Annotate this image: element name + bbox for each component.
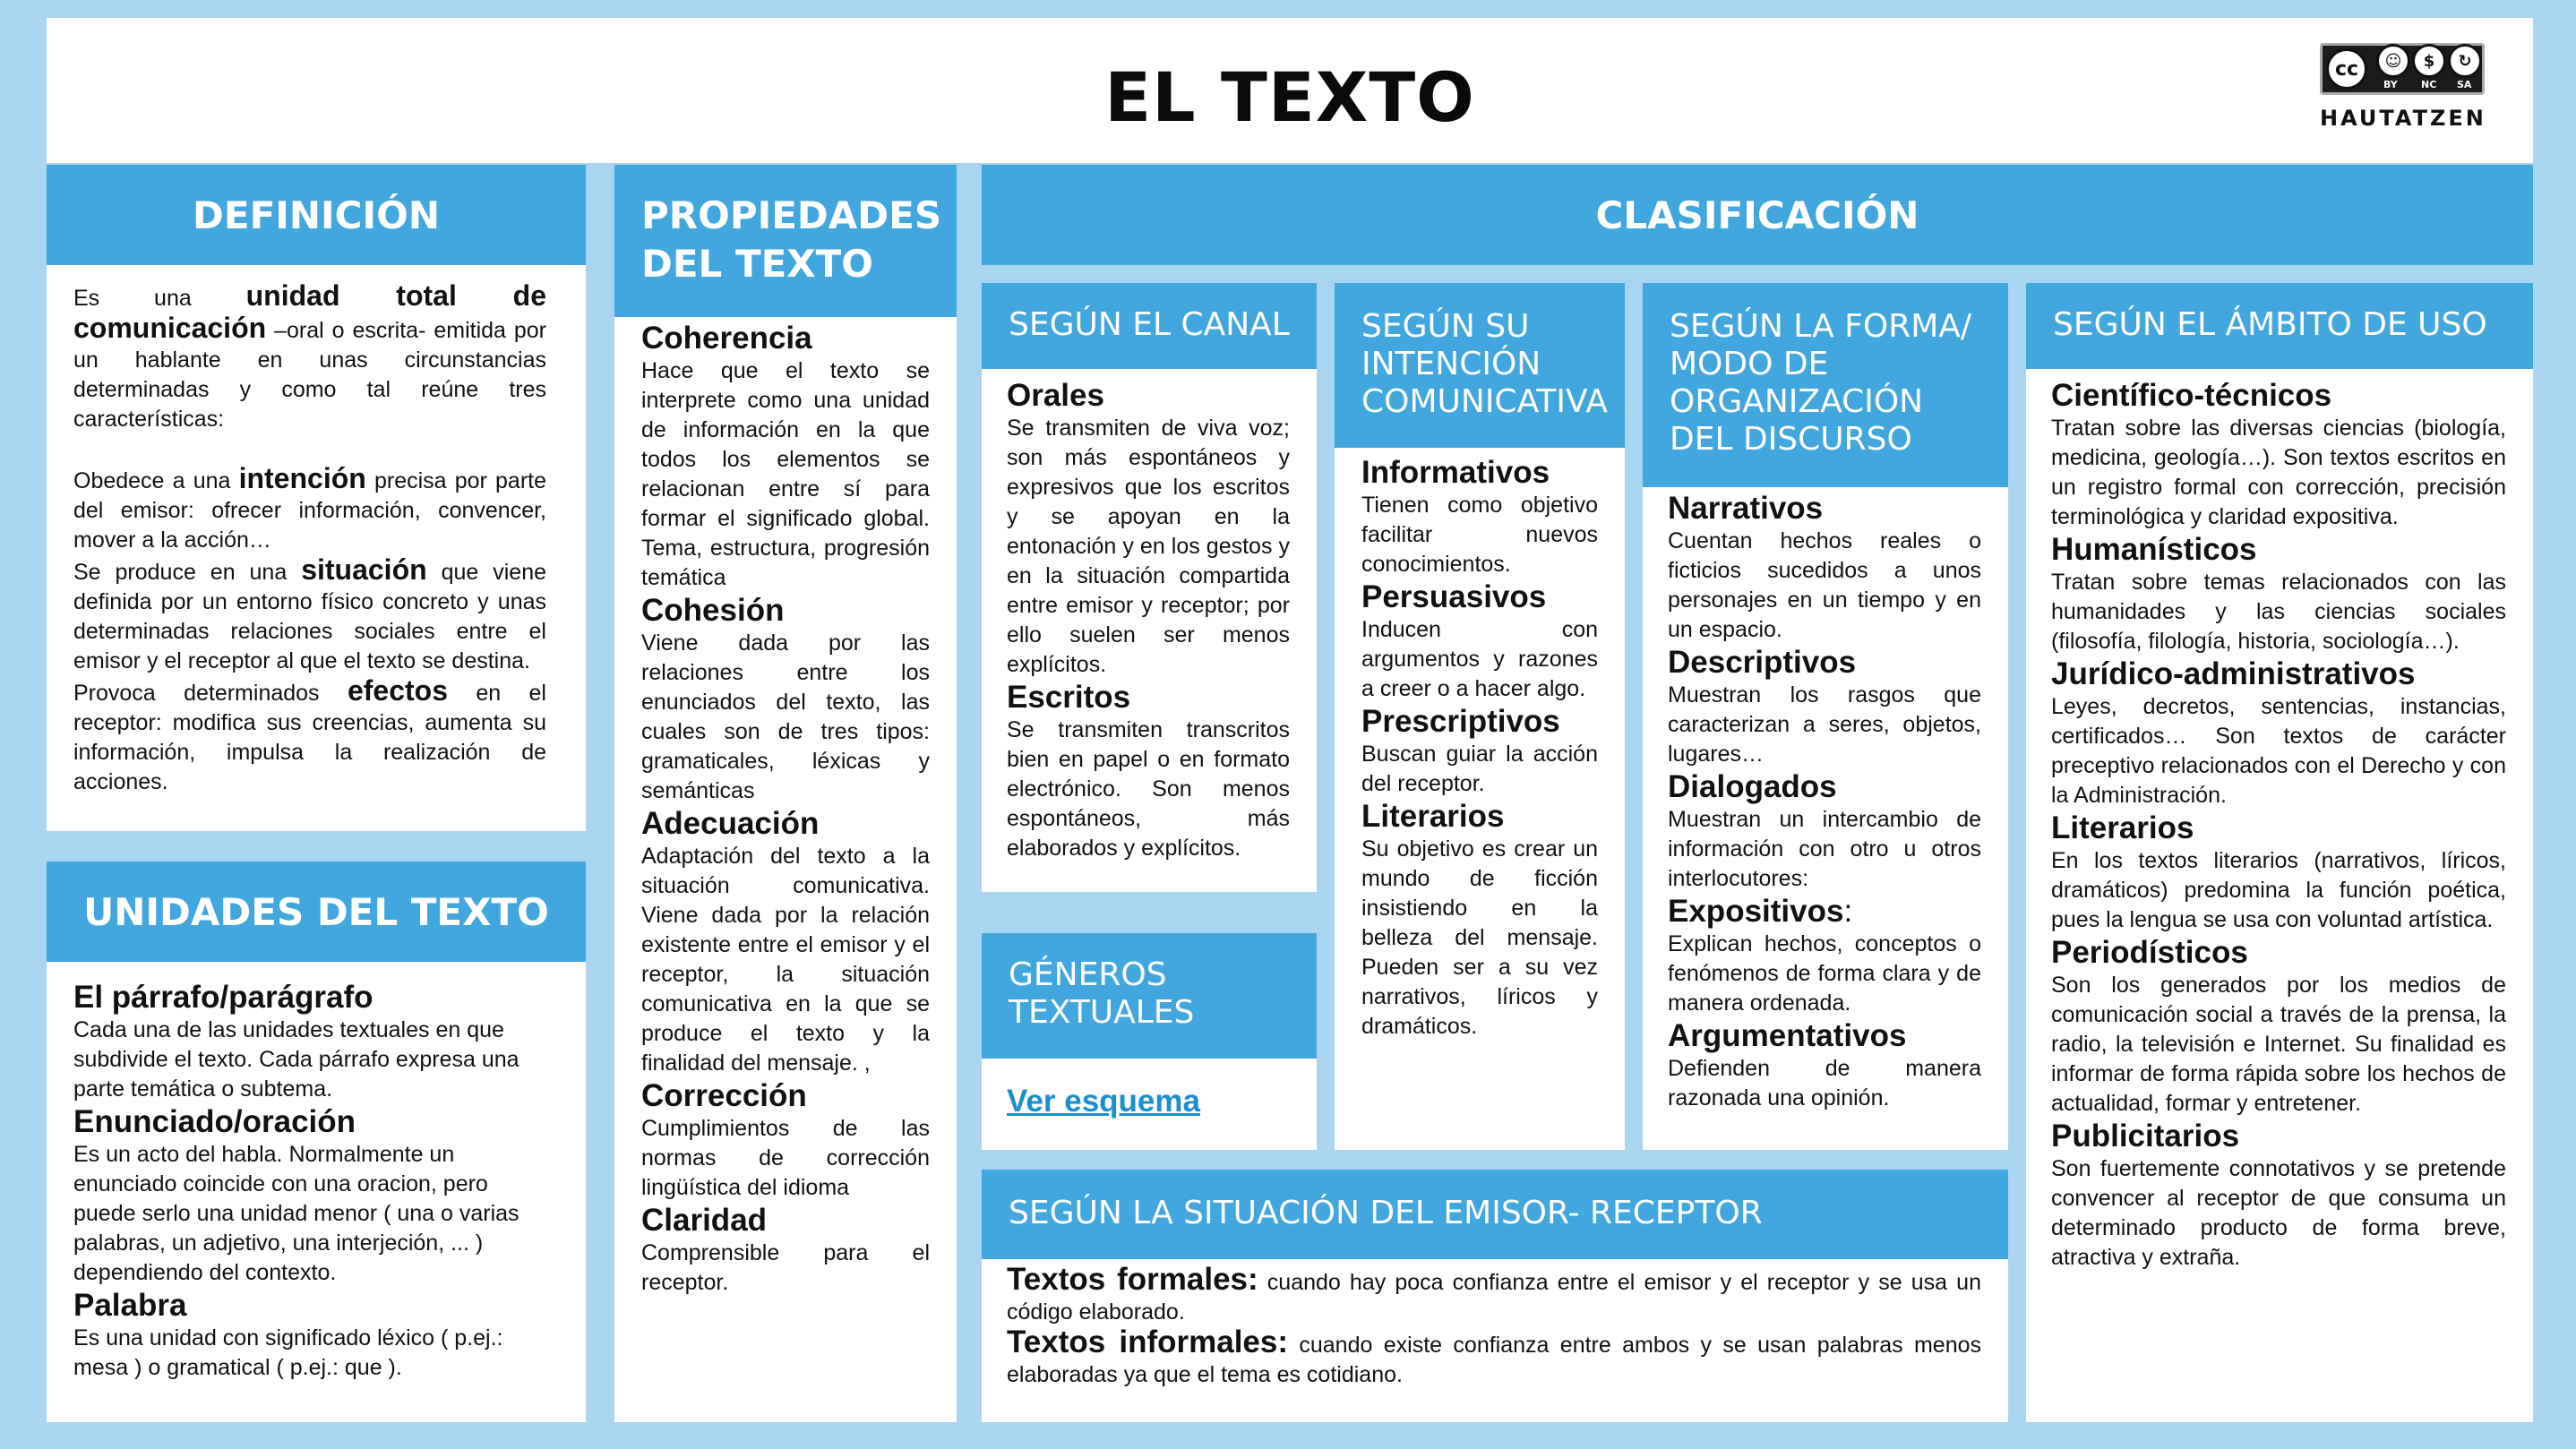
unidad-desc: Es una unidad con significado léxico ( p.ej.: mesa ) o gramatical ( p.ej.: que ).	[73, 1325, 503, 1380]
by-icon: ☺	[2376, 44, 2410, 78]
propiedad-term: Corrección	[641, 1078, 807, 1113]
forma-header: SEGÚN LA FORMA/ MODO DE ORGANIZACIÓN DEL DISCURSO	[1643, 283, 2008, 487]
forma-desc: Defienden de manera razonada una opinión.	[1668, 1056, 1981, 1110]
definicion-p3: Se produce en una situación que viene definida por un entorno físico concreto y unas determinadas relaciones sociales entre el emisor y el receptor al que el texto se destina.	[73, 553, 546, 673]
propiedad-desc: Viene dada por las relaciones entre los enunciados del texto, las cuales son de tres tipos: gramaticales, léxicas y semánticas	[641, 630, 930, 803]
situacion-formal: Textos formales: cuando hay poca confianza entre el emisor y el receptor y se usa un código elaborado.	[1007, 1262, 1981, 1325]
canal-body	[982, 369, 1317, 892]
title-banner	[47, 18, 2533, 163]
ambito-term: Publicitarios	[2051, 1119, 2240, 1153]
propiedad-desc: Comprensible para el receptor.	[641, 1240, 930, 1295]
forma-term: Dialogados	[1668, 769, 1837, 804]
intencion-desc: Tienen como objetivo facilitar nuevos conocimientos.	[1361, 493, 1598, 577]
clasificacion-header: CLASIFICACIÓN	[982, 165, 2533, 265]
canal-term: Orales	[1007, 378, 1104, 413]
definicion-header: DEFINICIÓN	[47, 165, 586, 265]
unidades-body	[47, 962, 586, 1422]
unidad-term: El párrafo/parágrafo	[73, 980, 374, 1015]
nc-icon: $	[2412, 44, 2446, 78]
intencion-desc: Su objetivo es crear un mundo de ficción insistiendo en la belleza del mensaje. Pueden ser a su vez narrativos, líricos y dramáticos.	[1361, 836, 1598, 1039]
ambito-desc: Tratan sobre temas relacionados con las humanidades y las ciencias sociales (filosofía, filología, historia, sociología…).	[2051, 570, 2506, 654]
ambito-desc: En los textos literarios (narrativos, líricos, dramáticos) predomina la función poética, pues la lengua se usa con voluntad artística.	[2051, 848, 2506, 932]
forma-body	[1643, 487, 2008, 1150]
ambito-header: SEGÚN EL ÁMBITO DE USO	[2026, 283, 2533, 369]
ambito-term: Jurídico-administrativos	[2051, 656, 2416, 691]
ambito-term: Literarios	[2051, 810, 2194, 845]
unidad-desc: Es un acto del habla. Normalmente un enunciado coincide con una oracion, pero puede serlo una unidad menor ( una o varias palabras, un adjetivo, una interjeción, ... ) dependiendo del contexto.	[73, 1142, 519, 1285]
intencion-header: SEGÚN SU INTENCIÓN COMUNICATIVA	[1335, 283, 1625, 448]
intencion-term: Informativos	[1361, 455, 1550, 490]
situacion-body	[982, 1259, 2008, 1422]
cc-tag-by: BY	[2383, 79, 2398, 90]
forma-desc: Muestran un intercambio de información con otro u otros interlocutores:	[1668, 807, 1981, 891]
cc-tag-nc: NC	[2421, 79, 2437, 90]
ambito-desc: Leyes, decretos, sentencias, instancias, certificados… Son textos de carácter preceptivo relacionados con el Derecho y con la Administración.	[2051, 694, 2506, 808]
canal-desc: Se transmiten de viva voz; son más espontáneos y expresivos que los escritos y se apoyan en la entonación y en los gestos y en la situación compartida entre emisor y receptor; por ello suelen ser menos explícitos.	[1007, 416, 1290, 677]
definicion-p1: Es una unidad total de comunicación –oral o escrita- emitida por un hablante en unas circunstancias determinadas y como tal reúne tres características:	[73, 279, 547, 432]
propiedades-header: PROPIEDADES DEL TEXTO	[614, 165, 957, 317]
ambito-body	[2026, 369, 2533, 1422]
propiedad-term: Claridad	[641, 1203, 768, 1238]
situacion-informal: Textos informales: cuando existe confianza entre ambos y se usan palabras menos elaboradas ya que el tema es cotidiano.	[1007, 1325, 1982, 1387]
forma-term: Argumentativos	[1668, 1018, 1907, 1053]
ambito-desc: Son fuertemente connotativos y se pretende convencer al receptor de que consuma un determinado producto de forma breve, atractiva y extraña.	[2051, 1156, 2506, 1270]
forma-term: Expositivos:	[1668, 894, 1853, 929]
ambito-term: Humanísticos	[2051, 532, 2257, 567]
propiedades-body	[614, 317, 957, 1422]
sa-icon: ↻	[2448, 44, 2482, 78]
intencion-desc: Inducen con argumentos y razones a creer o a hacer algo.	[1361, 617, 1598, 701]
propiedad-term: Adecuación	[641, 806, 820, 841]
forma-desc: Explican hechos, conceptos o fenómenos de forma clara y de manera ordenada.	[1668, 931, 1981, 1016]
intencion-body	[1335, 448, 1625, 1150]
cc-license-badge	[2320, 43, 2485, 95]
cc-tag-sa: SA	[2457, 79, 2472, 90]
intencion-desc: Buscan guiar la acción del receptor.	[1361, 742, 1598, 796]
unidad-term: Enunciado/oración	[73, 1104, 356, 1139]
forma-term: Narrativos	[1668, 491, 1824, 526]
propiedad-term: Coherencia	[641, 321, 812, 356]
unidades-header: UNIDADES DEL TEXTO	[47, 862, 586, 962]
definicion-p4: Provoca determinados efectos en el receptor: modifica sus creencias, aumenta su información, impulsa la realización de acciones.	[73, 674, 546, 794]
propiedad-term: Cohesión	[641, 593, 785, 628]
unidad-term: Palabra	[73, 1288, 187, 1323]
intencion-term: Prescriptivos	[1361, 704, 1560, 739]
cc-icon: cc	[2326, 48, 2367, 90]
intencion-term: Persuasivos	[1361, 579, 1547, 614]
forma-desc: Muestran los rasgos que caracterizan a seres, objetos, lugares…	[1668, 682, 1981, 767]
canal-desc: Se transmiten transcritos bien en papel o en formato electrónico. Son menos espontáneos, más elaborados y explícitos.	[1007, 717, 1290, 861]
definicion-body	[47, 265, 586, 831]
situacion-header: SEGÚN LA SITUACIÓN DEL EMISOR- RECEPTOR	[982, 1170, 2008, 1259]
unidad-desc: Cada una de las unidades textuales en que subdivide el texto. Cada párrafo expresa una parte temática o subtema.	[73, 1017, 519, 1102]
ambito-term: Periodísticos	[2051, 935, 2248, 970]
canal-term: Escritos	[1007, 680, 1131, 715]
propiedad-desc: Adaptación del texto a la situación comunicativa. Viene dada por la relación existente entre el emisor y el receptor, la situación comunicativa en la que se produce el texto y la finalidad del mensaje. ,	[641, 844, 930, 1076]
ambito-desc: Son los generados por los medios de comunicación social a través de la prensa, la radio, la televisión e Internet. Su finalidad es informar de forma rápida sobre los hechos de actualidad, formar y entretener.	[2051, 973, 2506, 1116]
page-title: EL TEXTO	[1104, 57, 1475, 137]
ambito-desc: Tratan sobre las diversas ciencias (biología, medicina, geología…). Son textos escritos en un registro formal con corrección, precisión terminológica y claridad expositiva.	[2051, 416, 2506, 529]
brand-logo: HAUTATZEN	[2320, 106, 2486, 131]
canal-header: SEGÚN EL CANAL	[982, 283, 1317, 369]
propiedad-desc: Cumplimientos de las normas de corrección lingüística del idioma	[641, 1116, 930, 1200]
forma-term: Descriptivos	[1668, 645, 1857, 680]
generos-header: GÉNEROS TEXTUALES	[982, 933, 1317, 1059]
definicion-p2: Obedece a una intención precisa por parte del emisor: ofrecer información, convencer, mover a la acción…	[73, 462, 546, 553]
generos-body	[982, 1059, 1317, 1150]
intencion-term: Literarios	[1361, 799, 1505, 834]
forma-desc: Cuentan hechos reales o ficticios sucedidos a unos personajes en un tiempo y en un espacio.	[1668, 528, 1981, 642]
ambito-term: Científico-técnicos	[2051, 378, 2332, 413]
ver-esquema-link[interactable]: Ver esquema	[1007, 1084, 1200, 1119]
propiedad-desc: Hace que el texto se interprete como una unidad de información en la que todos los elementos se relacionan entre sí para formar el significado global. Tema, estructura, progresión temática	[641, 358, 930, 590]
